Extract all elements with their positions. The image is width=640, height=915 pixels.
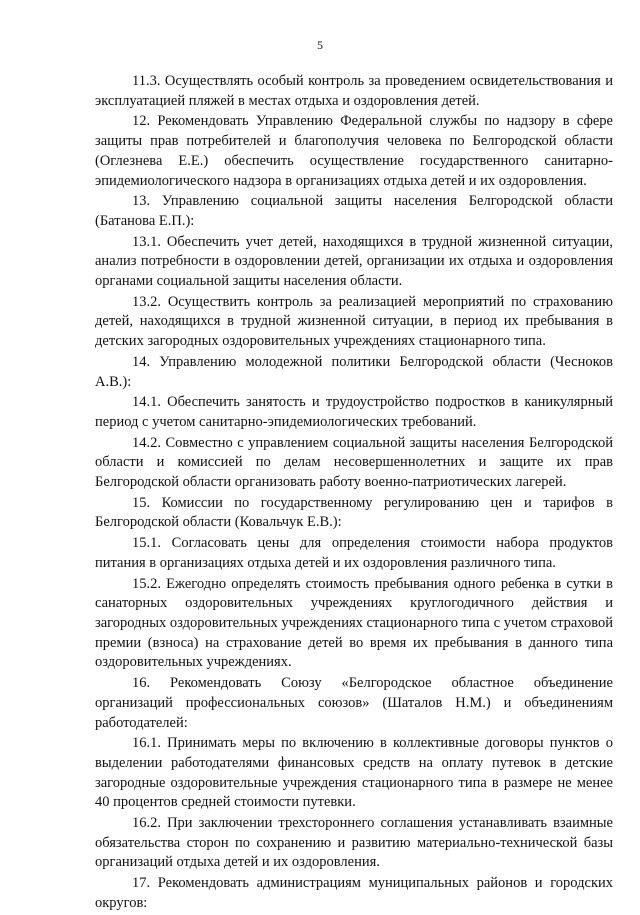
paragraph-15-2: 15.2. Ежегодно определять стоимость пребывания одного ребенка в сутки в санаторных оздоровительных учреждениях круглогодичного действия и загородных оздоровительных учреждениях стационарного типа с учетом страховой премии (взноса) на страхование детей во время их пребывания в данного типа оздоровительных учреждениях. [95, 575, 613, 671]
paragraph-13-2: 13.2. Осуществить контроль за реализацией мероприятий по страхованию детей, находящихся в трудной жизненной ситуации, в период их пребывания в детских загородных оздоровительных учреждениях стационарного типа. [95, 293, 613, 350]
paragraph-14-2: 14.2. Совместно с управлением социальной защиты населения Белгородской области и комиссией по делам несовершеннолетних и защите их прав Белгородской области организовать работу военно-патриотических лагерей. [95, 434, 613, 491]
paragraph-15: 15. Комиссии по государственному регулированию цен и тарифов в Белгородской области (Ковальчук Е.В.): [95, 494, 613, 531]
paragraph-14: 14. Управлению молодежной политики Белгородской области (Чесноков А.В.): [95, 353, 613, 390]
paragraph-12: 12. Рекомендовать Управлению Федеральной службы по надзору в сфере защиты прав потребителей и благополучия человека по Белгородской области (Оглезнева Е.Е.) обеспечить осуществление государственного санитарно-эпидемиологического надзора в организациях отдыха детей и их оздоровления. [95, 113, 613, 189]
paragraph-16-1: 16.1. Принимать меры по включению в коллективные договоры пунктов о выделении работодателями финансовых средств на оплату путевок в детские загородные оздоровительные учреждения стационарного типа в размере не менее 40 процентов средней стоимости путевки. [95, 735, 613, 811]
paragraph-16-2: 16.2. При заключении трехстороннего соглашения устанавливать взаимные обязательства сторон по сохранению и развитию материально-технической базы организаций отдыха детей и их оздоровления. [95, 815, 613, 871]
paragraph-16: 16. Рекомендовать Союзу «Белгородское областное объединение организаций профессиональных союзов» (Шаталов Н.М.) и объединениям работодателей: [95, 675, 613, 731]
paragraph-13-1: 13.1. Обеспечить учет детей, находящихся в трудной жизненной ситуации, анализ потребности в оздоровлении детей, организации их отдыха и оздоровления органами социальной защиты населения области. [95, 233, 613, 290]
paragraph-15-1: 15.1. Согласовать цены для определения стоимости набора продуктов питания в организациях отдыха детей и их оздоровления различного типа. [95, 535, 613, 571]
paragraph-17: 17. Рекомендовать администрациям муниципальных районов и городских округов: [95, 875, 613, 911]
paragraph-11-3: 11.3. Осуществлять особый контроль за проведением освидетельствования и эксплуатацией пляжей в местах отдыха и оздоровления детей. [95, 73, 613, 109]
paragraph-14-1: 14.1. Обеспечить занятость и трудоустройство подростков в каникулярный период с учетом санитарно-эпидемиологических требований. [95, 394, 613, 430]
paragraph-13: 13. Управлению социальной защиты населения Белгородской области (Батанова Е.П.): [95, 193, 613, 229]
page-number: 5 [317, 38, 323, 52]
document-body [95, 72, 613, 915]
